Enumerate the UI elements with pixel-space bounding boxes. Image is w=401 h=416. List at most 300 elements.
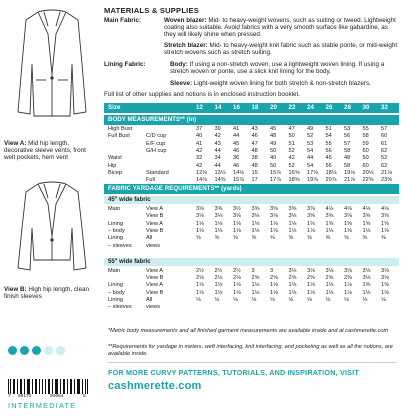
row-sublabel: View A [146,206,163,212]
fabric-width-label: 45" wide fabric [108,197,151,203]
table-cell: ⅛ [325,297,331,303]
table-cell: 58 [362,133,369,140]
table-cell: 1⅝ [344,220,352,227]
table-cell: 22⅝ [362,177,374,184]
table-cell: ⅛ [362,297,368,303]
table-cell: 48 [251,162,258,169]
barcode-digit-a: 7 [8,394,11,399]
table-cell: 56 [325,147,332,154]
table-cell: ⅝ [233,235,238,242]
table-cell: 3⅝ [288,206,297,212]
table-cell: 15⅞ [233,177,244,184]
table-cell: 1⅝ [325,220,334,227]
table-cell: 1⅛ [270,220,278,227]
table-cell: 1⅛ [251,227,260,234]
table-cell: 3⅞ [307,206,315,212]
table-cell: 1⅛ [344,289,352,296]
table-cell: 2½ [196,267,204,274]
table-cell: 46 [251,133,258,140]
size-header-cell: 26 [325,104,333,111]
table-cell: 49 [270,140,277,147]
table-cell: 4⅛ [344,206,352,212]
size-header-cell: 22 [288,104,296,111]
table-row [104,290,399,297]
table-cell: 4⅛ [325,206,334,212]
table-cell: 3⅛ [362,267,371,274]
table-cell: 3⅝ [344,213,352,220]
lining-fabric-label [104,61,166,68]
table-cell: 1⅛ [288,282,297,289]
table-cell: 3⅛ [344,267,352,274]
table-row [104,282,399,289]
table-cell: 56 [325,162,332,169]
table-cell: 1⅛ [214,289,223,296]
table-row [104,141,399,148]
table-cell: 3⅛ [325,267,334,274]
table-cell: 52 [288,162,295,169]
table-cell: 42 [288,155,295,162]
table-cell: 1⅛ [233,289,241,296]
table-cell: 58 [344,162,351,169]
table-cell: 3⅛ [381,275,389,282]
stretch-blazer-block [164,42,398,56]
table-cell: 3½ [233,206,241,212]
body-text: If using a non-stretch woven, use a lightweight woven lining. If using a stretch woven or ponte, use a slick knit lining for the body. [170,61,385,76]
table-cell: 32 [196,155,203,162]
level-label: INTERMEDIATE [8,401,77,410]
table-cell: 1⅛ [307,282,315,289]
full-list-note: Full list of other supplies and notions is in enclosed instruction booklet. [104,91,301,98]
table-cell: 53 [307,140,314,147]
materials-heading: MATERIALS & SUPPLIES [104,6,199,15]
table-cell: 51 [288,140,295,147]
table-cell: ⅝ [362,235,368,242]
table-cell: 17⅛ [307,169,318,176]
table-cell: ⅝ [325,235,331,242]
table-cell: 54 [307,162,314,169]
table-cell: ⅝ [288,235,294,242]
table-cell: 23⅝ [381,177,392,184]
table-cell: 1⅛ [196,282,204,289]
table-cell: 1⅛ [270,289,278,296]
table-cell: ⅛ [214,297,220,303]
table-cell: 1⅛ [344,227,352,234]
table-cell: 60 [362,162,369,169]
table-cell: 58 [344,147,351,154]
table-cell: 1⅛ [325,289,334,296]
table-cell: 1⅛ [233,282,241,289]
table-cell: 57 [344,140,351,147]
table-cell: 62 [381,162,388,169]
row-label: Lining [108,220,123,227]
view-b-label: View B: [4,286,27,293]
barcode-digit-b: 59170 [18,394,32,399]
table-cell: 3⅛ [251,213,260,220]
size-header-bar [104,103,399,113]
table-cell: 3⅝ [362,213,371,220]
main-fabric-label-text: Main Fabric: [104,17,142,24]
table-row [104,221,399,228]
table-cell: 17⅞ [270,177,281,184]
row-sublabel: All [146,235,153,242]
table-cell: 62 [381,147,388,154]
table-cell: 55 [362,126,369,132]
row-sublabel: G/H cup [146,147,167,154]
row-sublabel: C/D cup [146,133,167,140]
table-cell: ⅛ [344,297,349,303]
table-cell: ⅝ [381,235,386,242]
table-cell: 1⅛ [196,220,204,227]
table-cell: ⅛ [270,297,275,303]
table-row [104,243,399,250]
table-row [104,228,399,235]
table-cell: ⅛ [251,297,257,303]
size-header-cell: 16 [233,104,240,111]
table-cell: 44 [214,147,221,154]
table-cell: 1⅛ [196,289,204,296]
table-cell: 47 [251,140,258,147]
table-cell: 1⅛ [288,289,297,296]
footer-site: cashmerette.com [108,380,202,392]
size-header-cell: Size [108,104,121,111]
table-cell: 3⅛ [381,267,389,274]
table-cell: 54 [307,147,314,154]
table-cell: 48 [270,133,277,140]
row-label: – sleeves [108,304,132,311]
table-cell: 41 [196,140,203,147]
row-label: Main [108,206,121,212]
stretch-label: Stretch blazer: [164,42,208,49]
table-cell: 1⅛ [251,220,260,227]
table-cell: 2½ [214,267,223,274]
metric-note: *Metric body measurements and all finished garment measurements are available inside and at cashmerette.com [108,328,389,334]
table-cell: 2⅝ [344,275,352,282]
table-row [104,133,399,140]
table-cell: 54 [325,133,332,140]
table-cell: 16⅝ [288,169,300,176]
table-cell: ⅛ [381,297,386,303]
table-cell: 1⅛ [288,220,297,227]
table-cell: 17 [251,177,258,184]
table-cell: 42 [214,133,221,140]
table-cell: 3⅜ [214,206,223,212]
row-sublabel: View A [146,267,163,274]
table-row [104,170,399,177]
row-label: – body [108,289,125,296]
lining-body-block [170,61,398,75]
table-cell: 2⅝ [270,275,278,282]
row-sublabel: Standard [146,169,169,176]
table-cell: 15 [251,169,258,176]
table-cell: 1⅛ [307,227,315,234]
table-cell: 50 [362,155,369,162]
table-cell: 46 [233,162,240,169]
table-cell: 61 [381,140,388,147]
row-sublabel: Full [146,177,156,184]
table-cell: ⅛ [196,297,201,303]
table-cell: 2⅛ [214,275,223,282]
row-label: Bicep [108,169,122,176]
table-cell: 2½ [233,267,241,274]
row-label: Main [108,267,121,274]
table-cell: ⅛ [233,297,238,303]
row-sublabel: View A [146,220,163,227]
yardage-bar [104,184,399,194]
table-cell: 53 [344,126,351,132]
table-cell: 1⅛ [362,289,371,296]
table-cell: 1⅛ [325,282,334,289]
table-cell: 52 [307,133,314,140]
table-cell: 42 [196,147,203,154]
table-cell: ⅝ [344,235,349,242]
footer-line-1: FOR MORE CURVY PATTERNS, TUTORIALS, AND INSPIRATION, VISIT [108,368,359,377]
right-column [104,0,399,416]
table-cell: 2⅝ [307,275,315,282]
table-cell: ⅝ [307,235,312,242]
row-label: – sleeves [108,242,132,249]
row-sublabel: View B [146,275,164,282]
barcode [8,379,88,395]
table-cell: 51 [325,126,332,132]
table-cell: 55 [325,140,332,147]
table-row [104,213,399,220]
table-cell: 1⅛ [196,227,204,234]
table-cell: 52 [381,155,388,162]
row-sublabel: views [146,242,160,249]
table-cell: 47 [288,126,295,132]
row-label: Lining [108,297,123,303]
woven-text: Mid- to heavy-weight wovens, such as suiting or tweed. Lightweight coating also suitable. Avoid fabrics with a very smooth surface like gabardine, as they will likely shine when pressed. [164,17,396,39]
row-label: Lining [108,282,123,289]
level-dot-2 [20,346,29,355]
table-cell: 39 [214,126,221,132]
table-cell: 60 [381,133,388,140]
fabric-width-label: 55" wide fabric [108,258,151,265]
woven-blazer-block [164,17,398,39]
table-cell: 2⅝ [288,275,297,282]
table-cell: 18⅝ [288,177,300,184]
body-measurements-title: BODY MEASUREMENTS** (in) [108,116,197,123]
table-cell: 19⅛ [344,169,355,176]
table-cell: 3⅛ [196,206,204,212]
table-cell: 38 [251,155,258,162]
size-header-cell: 20 [270,104,277,111]
table-cell: 20⅛ [362,169,374,176]
level-dot-4 [44,346,53,355]
table-cell: 3⅛ [196,213,204,220]
table-cell: 1⅝ [362,282,371,289]
table-cell: 45 [270,126,277,132]
row-label: Waist [108,155,122,162]
table-cell: 43 [251,126,258,132]
table-row [104,148,399,155]
table-cell: 59 [362,140,369,147]
table-cell: 1⅛ [214,282,223,289]
sleeve-label: Sleeve: [170,80,193,87]
table-cell: 37 [196,126,203,132]
row-sublabel: View B [146,213,164,220]
level-dot-5 [56,346,65,355]
table-cell: 13⅛ [214,169,226,176]
size-header-cell: 24 [307,104,314,111]
table-cell: 14⅛ [196,177,207,184]
table-cell: 3⅝ [325,213,334,220]
table-cell: ⅛ [307,297,312,303]
table-cell: 3⅛ [214,213,223,220]
level-dot-3 [32,346,41,355]
stretch-text: Mid- to heavy-weight knit fabric such as stable ponte, or mid-weight stretch wovens such as stretch suiting. [164,42,398,57]
table-cell: ⅝ [214,235,220,242]
table-cell: 3⅝ [270,206,278,212]
table-cell: 4⅛ [381,206,389,212]
woven-label: Woven blazer: [164,17,207,24]
row-sublabel: View A [146,282,163,289]
table-cell: 1⅛ [307,289,315,296]
table-row [104,275,399,282]
row-label: Full Bust [108,133,130,140]
size-header-cell: 14 [214,104,222,111]
table-cell: 1⅛ [381,227,389,234]
table-cell: 3⅛ [288,267,297,274]
table-cell: 46 [233,147,240,154]
table-cell: 3 [251,267,255,274]
table-cell: 50 [270,147,277,154]
table-cell: 1⅛ [325,227,334,234]
body-label: Body: [170,61,188,68]
table-cell: 1⅛ [288,227,297,234]
barcode-digit-d: 5 [83,394,86,399]
table-cell: 48 [344,155,351,162]
table-cell: 34 [214,155,221,162]
table-row [104,268,399,275]
table-cell: 18⅛ [325,169,337,176]
row-label: Hip [108,162,117,169]
row-sublabel: View B [146,289,164,296]
table-cell: 3⅛ [362,275,371,282]
table-cell: 3⅛ [307,267,315,274]
table-cell: 41 [233,126,240,132]
table-cell: 4⅛ [362,206,371,212]
table-cell: 44 [214,162,221,169]
row-sublabel: View B [146,227,164,234]
view-a-label: View A: [4,140,27,147]
table-cell: 1⅛ [362,227,371,234]
table-cell: 2⅛ [196,275,204,282]
table-cell: 21⅛ [381,169,392,176]
view-b-text: High hip length, clean finish sleeves [4,286,89,301]
fabric-width-subheader [104,258,399,266]
table-cell: ⅛ [288,297,294,303]
table-cell: 1⅛ [270,282,278,289]
table-row [104,297,399,304]
level-dot-1 [8,346,17,355]
table-row [104,126,399,133]
barcode-digit-c: 94654 [50,394,64,399]
table-cell: ⅝ [251,235,257,242]
table-cell: 52 [288,147,295,154]
table-cell: 2⅝ [251,275,260,282]
table-cell: 43 [214,140,221,147]
table-cell: 1⅛ [381,289,389,296]
table-row [104,163,399,170]
yardage-meters-note: **Requirements for yardage in meters, weft interfacing, knit interfacing, and pocketing as well as all the notions, are available inside. [108,344,393,357]
table-cell: 1⅛ [214,220,223,227]
table-cell: 42 [196,162,203,169]
table-row [104,155,399,162]
table-cell: 2⅝ [325,275,334,282]
table-cell: 44 [307,155,314,162]
yardage-title: FABRIC YARDAGE REQUIREMENTS** (yards) [108,185,242,192]
view-a-illustration [8,4,96,134]
table-cell: ⅝ [196,235,201,242]
table-cell: 21⅞ [344,177,355,184]
table-cell: 1⅝ [381,282,389,289]
table-cell: 40 [270,155,277,162]
row-label: – body [108,227,125,234]
lining-label-text: Lining Fabric: [104,61,146,68]
table-cell: 1⅛ [233,220,241,227]
view-a-caption [4,140,98,162]
table-cell: 1⅛ [251,289,260,296]
main-fabric-label [104,17,166,24]
view-b-illustration [8,178,96,278]
table-cell: 19⅞ [307,177,318,184]
footer-divider [108,362,396,363]
table-cell: 57 [381,126,388,132]
table-cell: 14⅜ [214,177,226,184]
table-cell: 50 [270,162,277,169]
table-cell: 40 [196,133,203,140]
row-sublabel: views [146,304,160,311]
lining-sleeve-block [170,80,398,87]
table-cell: 14⅛ [233,169,244,176]
table-cell: 49 [307,126,314,132]
table-cell: ⅝ [270,235,275,242]
table-cell: 45 [233,140,240,147]
table-cell: 3⅛ [288,213,297,220]
table-cell: 56 [344,133,351,140]
table-cell: 3⅛ [233,213,241,220]
table-cell: 15⅞ [270,169,281,176]
table-cell: 3⅛ [270,213,278,220]
table-cell: 1⅛ [251,282,260,289]
table-cell: 20⅞ [325,177,337,184]
row-sublabel: E/F cup [146,140,166,147]
table-cell: 1⅝ [381,220,389,227]
size-header-cell: 30 [362,104,370,111]
left-column [0,0,100,416]
table-cell: 1⅛ [233,227,241,234]
table-cell: 12⅛ [196,169,207,176]
table-cell: 1⅛ [344,282,352,289]
table-row [104,206,399,213]
size-header-cell: 18 [251,104,259,111]
table-cell: 50 [288,133,295,140]
row-sublabel: All [146,297,153,303]
table-cell: 3 [270,267,274,274]
barcode-digits [8,394,88,400]
body-measurements-bar [104,115,399,125]
table-cell: 3⅝ [381,213,389,220]
table-cell: 44 [233,133,240,140]
fabric-width-subheader [104,196,399,204]
view-a-text: Mid hip length, decorative sleeve vents, front welt pockets, hem vent [4,140,86,162]
size-header-cell: 28 [344,104,351,111]
table-cell: 46 [325,155,332,162]
table-cell: 3⅝ [307,213,315,220]
table-cell: 1⅛ [307,220,315,227]
size-header-cell: 12 [196,104,203,111]
